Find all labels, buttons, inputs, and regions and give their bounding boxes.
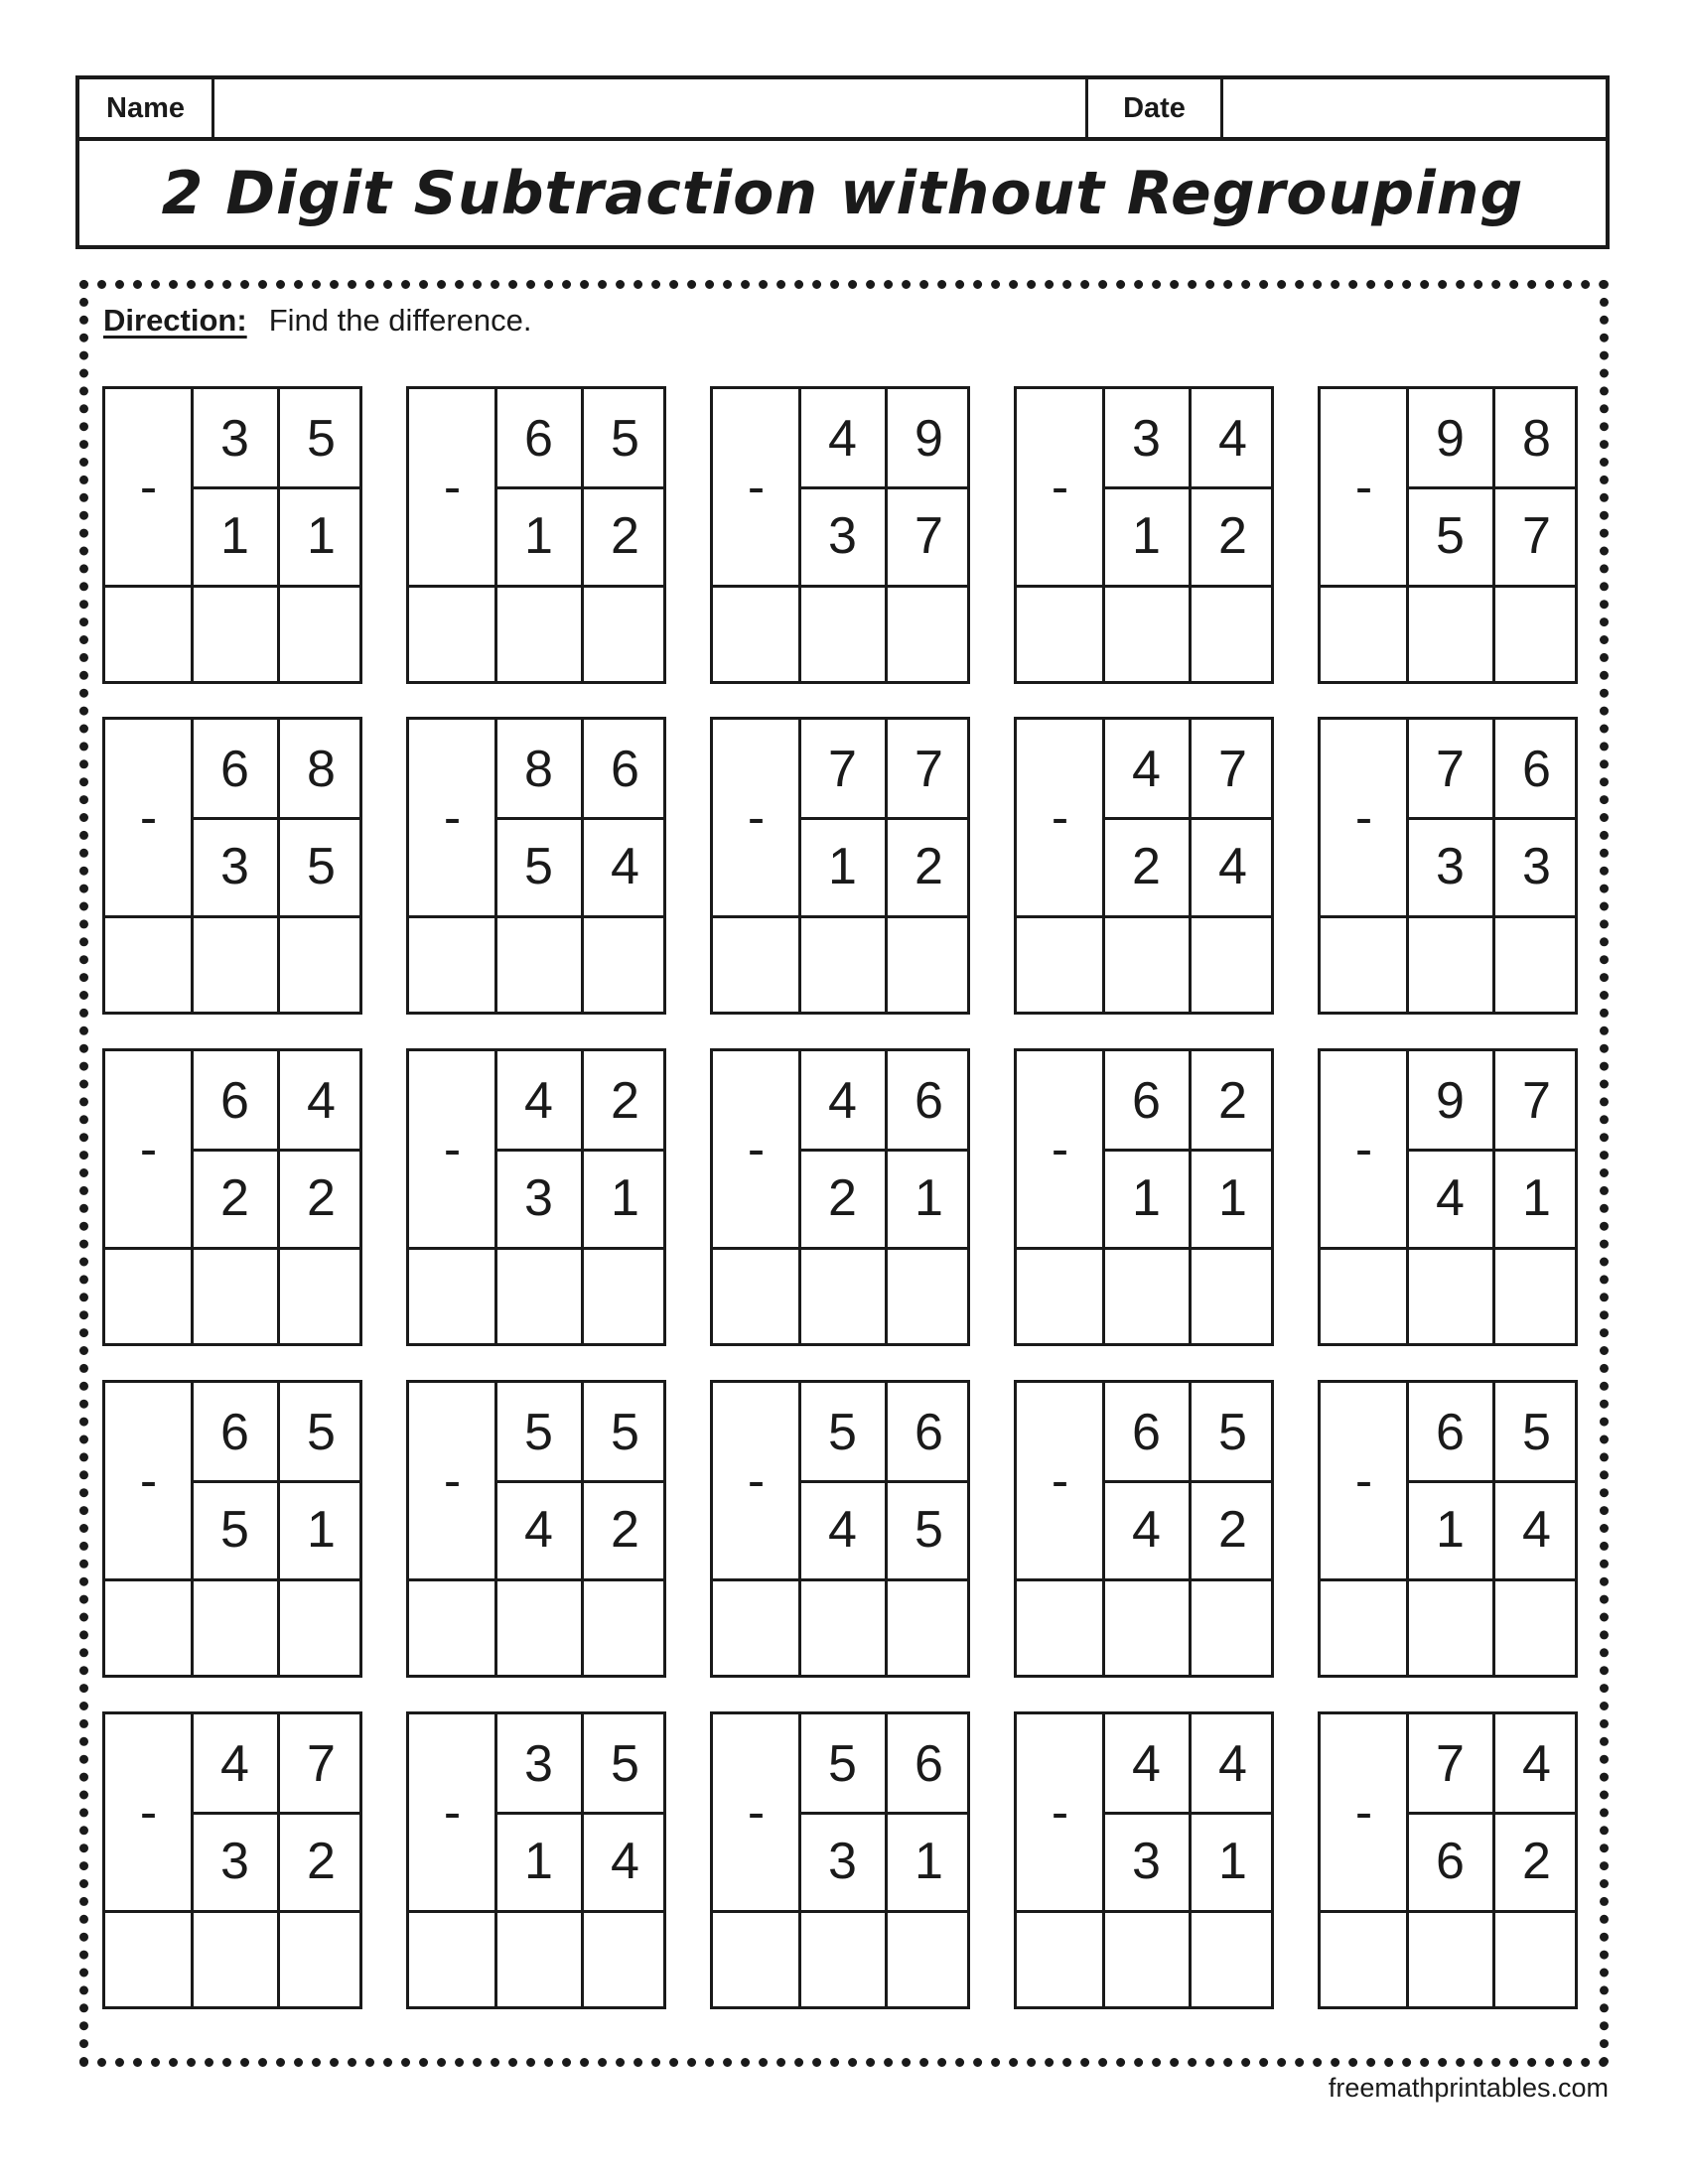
answer-cell[interactable]	[192, 917, 278, 1011]
minus-sign: -	[1354, 1451, 1373, 1510]
answer-cell[interactable]	[886, 1249, 972, 1342]
minuend-tens-digit: 5	[828, 1735, 857, 1793]
subtraction-problem	[1014, 1711, 1274, 2009]
answer-cell[interactable]	[582, 587, 668, 680]
subtraction-problem	[710, 1380, 970, 1678]
subtrahend-tens-digit: 4	[524, 1501, 553, 1559]
minuend-ones-digit: 7	[307, 1735, 336, 1793]
answer-cell[interactable]	[105, 1912, 192, 2005]
minus-sign: -	[747, 1783, 766, 1842]
subtraction-problem	[1318, 1048, 1578, 1346]
subtrahend-tens-digit: 5	[220, 1501, 249, 1559]
minuend-tens-digit: 6	[1132, 1404, 1161, 1461]
worksheet-title: 2 Digit Subtraction without Regrouping	[161, 158, 1524, 228]
answer-cell[interactable]	[1493, 917, 1580, 1011]
answer-cell[interactable]	[1407, 1912, 1493, 2005]
subtrahend-ones-digit: 7	[1522, 507, 1551, 565]
minuend-ones-digit: 2	[1218, 1072, 1247, 1130]
minus-sign: -	[1051, 1451, 1069, 1510]
subtraction-problem	[102, 1048, 362, 1346]
answer-cell[interactable]	[886, 1580, 972, 1674]
answer-cell[interactable]	[1321, 1580, 1407, 1674]
minuend-tens-digit: 6	[1436, 1404, 1465, 1461]
subtrahend-ones-digit: 5	[307, 838, 336, 895]
answer-cell[interactable]	[1190, 917, 1276, 1011]
minuend-ones-digit: 7	[1218, 741, 1247, 798]
minuend-tens-digit: 9	[1436, 1072, 1465, 1130]
answer-cell[interactable]	[192, 1912, 278, 2005]
subtrahend-tens-digit: 1	[828, 838, 857, 895]
subtrahend-ones-digit: 2	[1522, 1833, 1551, 1890]
minuend-tens-digit: 4	[828, 410, 857, 468]
minuend-ones-digit: 5	[1522, 1404, 1551, 1461]
minus-sign: -	[1051, 788, 1069, 847]
subtrahend-tens-digit: 3	[1132, 1833, 1161, 1890]
subtrahend-ones-digit: 2	[307, 1169, 336, 1227]
subtrahend-tens-digit: 1	[1132, 507, 1161, 565]
minuend-tens-digit: 8	[524, 741, 553, 798]
minuend-tens-digit: 6	[524, 410, 553, 468]
minus-sign: -	[443, 788, 462, 847]
answer-cell[interactable]	[582, 917, 668, 1011]
answer-cell[interactable]	[105, 587, 192, 680]
minuend-ones-digit: 5	[611, 1735, 639, 1793]
minuend-ones-digit: 6	[1522, 741, 1551, 798]
subtrahend-tens-digit: 1	[1132, 1169, 1161, 1227]
minus-sign: -	[443, 1783, 462, 1842]
date-label: Date	[1088, 79, 1223, 137]
minuend-ones-digit: 8	[307, 741, 336, 798]
subtrahend-tens-digit: 3	[220, 838, 249, 895]
answer-cell[interactable]	[886, 1912, 972, 2005]
minuend-tens-digit: 6	[220, 741, 249, 798]
worksheet-header	[75, 75, 1610, 249]
subtrahend-ones-digit: 1	[914, 1169, 943, 1227]
subtraction-problem	[710, 386, 970, 684]
minus-sign: -	[1354, 1120, 1373, 1178]
answer-cell[interactable]	[713, 917, 799, 1011]
answer-cell[interactable]	[105, 1249, 192, 1342]
subtrahend-tens-digit: 2	[1132, 838, 1161, 895]
minuend-tens-digit: 3	[524, 1735, 553, 1793]
minuend-tens-digit: 4	[220, 1735, 249, 1793]
minuend-tens-digit: 4	[1132, 1735, 1161, 1793]
answer-cell[interactable]	[1103, 917, 1190, 1011]
answer-cell[interactable]	[1321, 587, 1407, 680]
subtraction-problem	[406, 717, 666, 1015]
minus-sign: -	[1354, 458, 1373, 516]
answer-cell[interactable]	[1190, 587, 1276, 680]
minuend-tens-digit: 3	[1132, 410, 1161, 468]
subtraction-problem	[1014, 717, 1274, 1015]
answer-cell[interactable]	[713, 1249, 799, 1342]
subtrahend-tens-digit: 1	[524, 1833, 553, 1890]
minuend-tens-digit: 7	[1436, 1735, 1465, 1793]
minuend-tens-digit: 4	[1132, 741, 1161, 798]
answer-cell[interactable]	[799, 1912, 886, 2005]
minuend-ones-digit: 2	[611, 1072, 639, 1130]
minus-sign: -	[139, 458, 158, 516]
answer-cell[interactable]	[278, 1249, 364, 1342]
minuend-ones-digit: 6	[611, 741, 639, 798]
minus-sign: -	[1051, 1783, 1069, 1842]
answer-cell[interactable]	[495, 587, 582, 680]
subtrahend-ones-digit: 4	[611, 838, 639, 895]
minuend-ones-digit: 5	[611, 1404, 639, 1461]
subtraction-problem	[406, 1380, 666, 1678]
minuend-ones-digit: 7	[1522, 1072, 1551, 1130]
subtrahend-ones-digit: 4	[1218, 838, 1247, 895]
subtraction-problem	[710, 1048, 970, 1346]
answer-cell[interactable]	[799, 1249, 886, 1342]
minuend-ones-digit: 8	[1522, 410, 1551, 468]
answer-cell[interactable]	[1493, 1249, 1580, 1342]
subtrahend-tens-digit: 2	[220, 1169, 249, 1227]
footer-credit: freemathprintables.com	[1328, 2073, 1609, 2103]
minus-sign: -	[443, 1120, 462, 1178]
minuend-tens-digit: 7	[1436, 741, 1465, 798]
subtrahend-tens-digit: 5	[524, 838, 553, 895]
direction-label: Direction:	[103, 303, 247, 338]
subtrahend-tens-digit: 1	[1436, 1501, 1465, 1559]
subtraction-problem	[1014, 1380, 1274, 1678]
subtrahend-tens-digit: 6	[1436, 1833, 1465, 1890]
answer-cell[interactable]	[886, 917, 972, 1011]
subtrahend-tens-digit: 5	[1436, 507, 1465, 565]
minuend-ones-digit: 6	[914, 1072, 943, 1130]
minuend-ones-digit: 5	[611, 410, 639, 468]
subtrahend-ones-digit: 4	[1522, 1501, 1551, 1559]
minus-sign: -	[1354, 1783, 1373, 1842]
answer-cell[interactable]	[1190, 1912, 1276, 2005]
minus-sign: -	[747, 1451, 766, 1510]
answer-cell[interactable]	[409, 1912, 495, 2005]
subtraction-problem	[406, 386, 666, 684]
answer-cell[interactable]	[799, 587, 886, 680]
answer-cell[interactable]	[713, 1580, 799, 1674]
answer-cell[interactable]	[1017, 917, 1103, 1011]
subtrahend-ones-digit: 1	[1522, 1169, 1551, 1227]
subtrahend-tens-digit: 2	[828, 1169, 857, 1227]
answer-cell[interactable]	[1407, 587, 1493, 680]
answer-cell[interactable]	[495, 1912, 582, 2005]
answer-cell[interactable]	[409, 1580, 495, 1674]
answer-cell[interactable]	[409, 1249, 495, 1342]
direction-line	[103, 303, 532, 339]
subtrahend-ones-digit: 2	[914, 838, 943, 895]
answer-cell[interactable]	[1017, 1580, 1103, 1674]
subtrahend-ones-digit: 1	[307, 1501, 336, 1559]
minus-sign: -	[1051, 1120, 1069, 1178]
answer-cell[interactable]	[105, 917, 192, 1011]
answer-cell[interactable]	[1321, 1912, 1407, 2005]
answer-cell[interactable]	[278, 587, 364, 680]
subtrahend-tens-digit: 4	[1132, 1501, 1161, 1559]
answer-cell[interactable]	[1321, 1249, 1407, 1342]
minuend-tens-digit: 3	[220, 410, 249, 468]
answer-cell[interactable]	[1321, 917, 1407, 1011]
answer-cell[interactable]	[1103, 587, 1190, 680]
name-label: Name	[79, 79, 214, 137]
minuend-ones-digit: 5	[307, 410, 336, 468]
subtrahend-tens-digit: 4	[828, 1501, 857, 1559]
subtrahend-ones-digit: 2	[1218, 1501, 1247, 1559]
minus-sign: -	[1354, 788, 1373, 847]
subtraction-problem	[406, 1048, 666, 1346]
subtrahend-ones-digit: 1	[1218, 1833, 1247, 1890]
subtrahend-ones-digit: 1	[611, 1169, 639, 1227]
subtraction-problem	[1318, 386, 1578, 684]
subtraction-problem	[710, 717, 970, 1015]
subtrahend-ones-digit: 1	[914, 1833, 943, 1890]
minuend-ones-digit: 4	[1522, 1735, 1551, 1793]
subtrahend-tens-digit: 3	[828, 1833, 857, 1890]
minus-sign: -	[747, 1120, 766, 1178]
answer-cell[interactable]	[1493, 1912, 1580, 2005]
subtraction-problem	[1014, 386, 1274, 684]
answer-cell[interactable]	[495, 917, 582, 1011]
minus-sign: -	[139, 1451, 158, 1510]
answer-cell[interactable]	[409, 917, 495, 1011]
minuend-tens-digit: 6	[220, 1404, 249, 1461]
answer-cell[interactable]	[1103, 1580, 1190, 1674]
minuend-ones-digit: 5	[1218, 1404, 1247, 1461]
answer-cell[interactable]	[278, 917, 364, 1011]
subtrahend-ones-digit: 1	[1218, 1169, 1247, 1227]
minuend-ones-digit: 6	[914, 1735, 943, 1793]
minus-sign: -	[747, 788, 766, 847]
minus-sign: -	[139, 1120, 158, 1178]
minus-sign: -	[139, 788, 158, 847]
answer-cell[interactable]	[192, 587, 278, 680]
minus-sign: -	[747, 458, 766, 516]
answer-cell[interactable]	[1103, 1249, 1190, 1342]
answer-cell[interactable]	[495, 1580, 582, 1674]
subtrahend-ones-digit: 3	[1522, 838, 1551, 895]
answer-cell[interactable]	[1103, 1912, 1190, 2005]
answer-cell[interactable]	[495, 1249, 582, 1342]
answer-cell[interactable]	[1407, 917, 1493, 1011]
minuend-tens-digit: 6	[1132, 1072, 1161, 1130]
answer-cell[interactable]	[1017, 1912, 1103, 2005]
answer-cell[interactable]	[582, 1912, 668, 2005]
answer-cell[interactable]	[1017, 587, 1103, 680]
subtrahend-tens-digit: 1	[220, 507, 249, 565]
subtraction-problem	[102, 386, 362, 684]
minuend-ones-digit: 4	[1218, 410, 1247, 468]
answer-cell[interactable]	[192, 1249, 278, 1342]
name-field[interactable]	[214, 79, 1088, 137]
answer-cell[interactable]	[582, 1580, 668, 1674]
minuend-tens-digit: 4	[524, 1072, 553, 1130]
minuend-ones-digit: 7	[914, 741, 943, 798]
answer-cell[interactable]	[1407, 1580, 1493, 1674]
answer-cell[interactable]	[1017, 1249, 1103, 1342]
minus-sign: -	[443, 1451, 462, 1510]
date-field[interactable]	[1223, 79, 1606, 137]
minuend-tens-digit: 4	[828, 1072, 857, 1130]
minuend-tens-digit: 9	[1436, 410, 1465, 468]
answer-cell[interactable]	[192, 1580, 278, 1674]
minuend-tens-digit: 7	[828, 741, 857, 798]
direction-text: Find the difference.	[268, 303, 532, 338]
minuend-tens-digit: 5	[524, 1404, 553, 1461]
subtraction-problem	[1318, 1380, 1578, 1678]
answer-cell[interactable]	[409, 587, 495, 680]
answer-cell[interactable]	[1493, 587, 1580, 680]
name-date-row	[79, 79, 1606, 141]
subtrahend-ones-digit: 7	[914, 507, 943, 565]
subtraction-problem	[102, 1711, 362, 2009]
subtrahend-tens-digit: 4	[1436, 1169, 1465, 1227]
minuend-tens-digit: 5	[828, 1404, 857, 1461]
minuend-tens-digit: 6	[220, 1072, 249, 1130]
subtraction-problem	[102, 1380, 362, 1678]
subtraction-problem	[1014, 1048, 1274, 1346]
subtrahend-ones-digit: 5	[914, 1501, 943, 1559]
subtrahend-ones-digit: 4	[611, 1833, 639, 1890]
answer-cell[interactable]	[1190, 1580, 1276, 1674]
answer-cell[interactable]	[713, 1912, 799, 2005]
minuend-ones-digit: 4	[307, 1072, 336, 1130]
minuend-ones-digit: 9	[914, 410, 943, 468]
answer-cell[interactable]	[1493, 1580, 1580, 1674]
subtrahend-tens-digit: 3	[524, 1169, 553, 1227]
minus-sign: -	[443, 458, 462, 516]
subtrahend-ones-digit: 1	[307, 507, 336, 565]
minuend-ones-digit: 4	[1218, 1735, 1247, 1793]
subtrahend-tens-digit: 3	[220, 1833, 249, 1890]
subtrahend-tens-digit: 3	[1436, 838, 1465, 895]
subtrahend-ones-digit: 2	[307, 1833, 336, 1890]
subtrahend-ones-digit: 2	[1218, 507, 1247, 565]
subtraction-problem	[102, 717, 362, 1015]
subtrahend-tens-digit: 3	[828, 507, 857, 565]
subtrahend-ones-digit: 2	[611, 507, 639, 565]
answer-cell[interactable]	[582, 1249, 668, 1342]
subtrahend-tens-digit: 1	[524, 507, 553, 565]
answer-cell[interactable]	[278, 1580, 364, 1674]
subtraction-problem	[710, 1711, 970, 2009]
answer-cell[interactable]	[105, 1580, 192, 1674]
answer-cell[interactable]	[278, 1912, 364, 2005]
minus-sign: -	[1051, 458, 1069, 516]
answer-cell[interactable]	[886, 587, 972, 680]
subtraction-problem	[1318, 717, 1578, 1015]
answer-cell[interactable]	[1190, 1249, 1276, 1342]
minuend-ones-digit: 5	[307, 1404, 336, 1461]
answer-cell[interactable]	[713, 587, 799, 680]
answer-cell[interactable]	[799, 917, 886, 1011]
subtrahend-ones-digit: 2	[611, 1501, 639, 1559]
minuend-ones-digit: 6	[914, 1404, 943, 1461]
minus-sign: -	[139, 1783, 158, 1842]
subtraction-problem	[1318, 1711, 1578, 2009]
subtraction-problem	[406, 1711, 666, 2009]
answer-cell[interactable]	[799, 1580, 886, 1674]
answer-cell[interactable]	[1407, 1249, 1493, 1342]
